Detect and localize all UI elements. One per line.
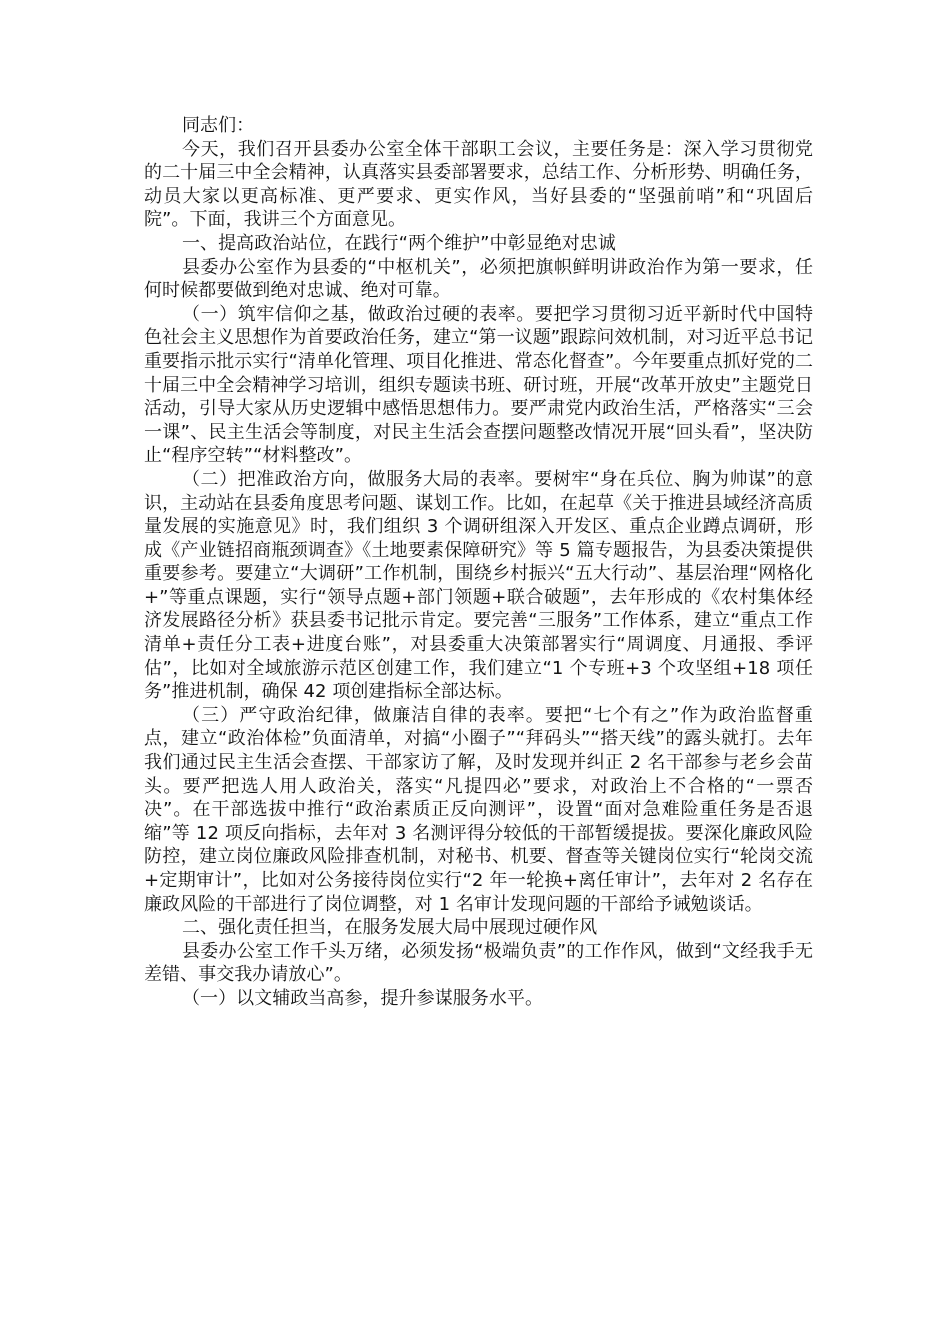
greeting: 同志们： xyxy=(182,115,255,136)
section-1-item-2-paragraph: （二）把准政治方向，做服务大局的表率。要树牢“身在兵位、胸为帅谋”的意识，主动站在县委角度思考问题、谋划工作。比如，在起草《关于推进县域经济高质量发展的实施意见》时，我们组织 3 个调研组深入开发区、重点企业蹲点调研，形成《产业链招商瓶颈调查》《土地要素保障研究》等 5 篇专题报告，为县委决策提供重要参考。要建立“大调研”工作机制，围绕乡村振兴“五大行动”、基层治理“网格化+”等重点课题，实行“领导点题+部门领题+联合破题”，去年形成的《农村集体经济发展路径分析》获县委书记批示肯定。要完善“三服务”工作体系，建立“重点工作清单+责任分工表+进度台账”，对县委重大决策部署实行“周调度、月通报、季评估”，比如对全域旅游示范区创建工作，我们建立“1 个专班+3 个攻坚组+18 项任务”推进机制，确保 42 项创建指标全部达标。 xyxy=(144,468,813,703)
section-1-item-3-paragraph: （三）严守政治纪律，做廉洁自律的表率。要把“七个有之”作为政治监督重点，建立“政治体检”负面清单，对搞“小圈子”“拜码头”“搭天线”的露头就打。去年我们通过民主生活会查摆、干部家访了解，及时发现并纠正 2 名干部参与老乡会苗头。要严把选人用人政治关，落实“凡提四必”要求，对政治上不合格的“一票否决”。在干部选拔中推行“政治素质正反向测评”，设置“面对急难险重任务是否退缩”等 12 项反向指标，去年对 3 名测评得分较低的干部暂缓提拔。要深化廉政风险防控，建立岗位廉政风险排查机制，对秘书、机要、督查等关键岗位实行“轮岗交流+定期审计”，比如对公务接待岗位实行“2 年一轮换+离任审计”，去年对 2 名存在廉政风险的干部进行了岗位调整，对 1 名审计发现问题的干部给予诫勉谈话。 xyxy=(144,704,813,915)
section-1-item-1-paragraph: （一）筑牢信仰之基，做政治过硬的表率。要把学习贯彻习近平新时代中国特色社会主义思想作为首要政治任务，建立“第一议题”跟踪问效机制，对习近平总书记重要指示批示实行“清单化管理、项目化推进、常态化督查”。今年要重点抓好党的二十届三中全会精神学习培训，组织专题读书班、研讨班，开展“改革开放史”主题党日活动，引导大家从历史逻辑中感悟思想伟力。要严肃党内政治生活，严格落实“三会一课”、民主生活会等制度，对民主生活会查摆问题整改情况开展“回头看”，坚决防止“程序空转”“材料整改”。 xyxy=(144,303,813,467)
intro-paragraph: 今天，我们召开县委办公室全体干部职工会议，主要任务是：深入学习贯彻党的二十届三中全会精神，认真落实县委部署要求，总结工作、分析形势、明确任务，动员大家以更高标准、更严要求、更实作风，当好县委的“坚强前哨”和“巩固后院”。下面，我讲三个方面意见。 xyxy=(144,138,813,231)
document-body xyxy=(144,114,813,1011)
section-heading-2: 二、强化责任担当，在服务发展大局中展现过硬作风 xyxy=(182,917,598,939)
section-2-lead-paragraph: 县委办公室工作千头万绪，必须发扬“极端负责”的工作作风，做到“文经我手无差错、事交我办请放心”。 xyxy=(144,940,813,986)
section-2-item-1-paragraph: （一）以文辅政当高参，提升参谋服务水平。 xyxy=(182,987,543,1009)
section-1-lead-paragraph: 县委办公室作为县委的“中枢机关”，必须把旗帜鲜明讲政治作为第一要求，任何时候都要做到绝对忠诚、绝对可靠。 xyxy=(144,256,813,302)
section-heading-1: 一、提高政治站位，在践行“两个维护”中彰显绝对忠诚 xyxy=(182,232,616,254)
